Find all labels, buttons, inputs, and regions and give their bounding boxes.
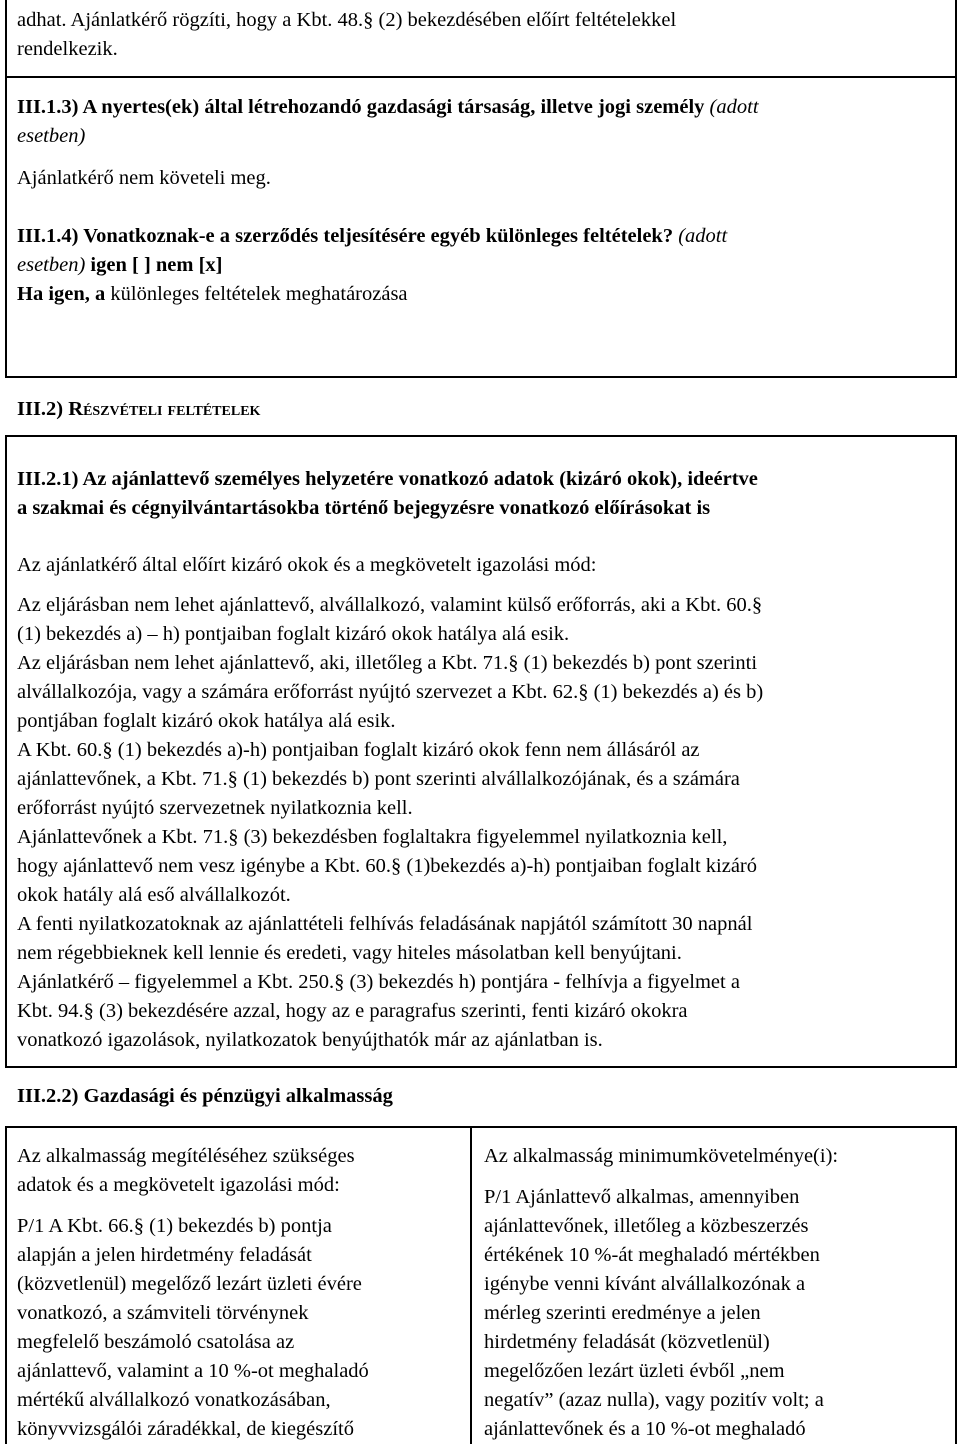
s32-heading: III.2) Részvételi feltételek xyxy=(17,398,261,420)
s321-body-line-8: erőforrást nyújtó szervezetnek nyilatkoznia kell. xyxy=(17,797,413,819)
s314-line3-bold: Ha igen, a xyxy=(17,283,106,305)
intro-line-1: adhat. Ajánlatkérő rögzíti, hogy a Kbt. 48.§ (2) bekezdésében előírt feltételekkel xyxy=(17,9,677,31)
s322-right-line-3: ajánlattevőnek, illetőleg a közbeszerzés xyxy=(484,1215,809,1237)
s321-body-line-7: ajánlattevőnek, a Kbt. 71.§ (1) bekezdés b) pont szerinti alvállalkozójának, és a számára xyxy=(17,768,740,790)
s322-left-header-2: adatok és a megkövetelt igazolási mód: xyxy=(17,1174,340,1196)
s314-heading xyxy=(17,224,727,248)
s322-right-header: Az alkalmasság minimumkövetelménye(i): xyxy=(484,1145,839,1167)
s322-left-line-4: alapján a jelen hirdetmény feladását xyxy=(17,1244,312,1266)
s322-right-line-2: P/1 Ajánlattevő alkalmas, amennyiben xyxy=(484,1186,800,1208)
box2-right-border xyxy=(955,435,957,1068)
box1-right-border xyxy=(955,0,957,378)
table-top-border xyxy=(5,1126,957,1128)
s322-left-line-3: P/1 A Kbt. 66.§ (1) bekezdés b) pontja xyxy=(17,1215,332,1237)
s322-heading: III.2.2) Gazdasági és pénzügyi alkalmasság xyxy=(17,1085,393,1107)
s314-line2-italic: esetben) xyxy=(17,254,86,276)
s322-left-line-9: mértékű alvállalkozó vonatkozásában, xyxy=(17,1389,331,1411)
s322-right-line-7: hirdetmény feladását (közvetlenül) xyxy=(484,1331,770,1353)
s313-heading-bold: III.1.3) A nyertes(ek) által létrehozandó gazdasági társaság, illetve jogi személy xyxy=(17,96,705,118)
s321-body-line-14: Ajánlatkérő – figyelemmel a Kbt. 250.§ (3) bekezdés h) pontjára - felhívja a figyelmet a xyxy=(17,971,740,993)
s322-right-line-6: mérleg szerinti eredménye a jelen xyxy=(484,1302,761,1324)
s313-heading-line2: esetben) xyxy=(17,125,86,147)
s322-left-line-7: megfelelő beszámoló csatolása az xyxy=(17,1331,295,1353)
s314-yes-no-options: igen [ ] nem [x] xyxy=(85,254,223,276)
s322-right-line-10: ajánlattevőnek és a 10 %-ot meghaladó xyxy=(484,1418,806,1440)
table-right-border xyxy=(955,1126,957,1444)
s322-right-line-9: negatív” (azaz nulla), vagy pozitív volt; a xyxy=(484,1389,824,1411)
s314-line3-rest: különleges feltételek meghatározása xyxy=(105,283,408,305)
s321-body-line-16: vonatkozó igazolások, nyilatkozatok benyújthatók már az ajánlatban is. xyxy=(17,1029,603,1051)
table-left-border xyxy=(5,1126,7,1444)
s322-left-line-10: könyvvizsgálói záradékkal, de kiegészítő xyxy=(17,1418,354,1440)
s321-body-line-3: Az eljárásban nem lehet ajánlattevő, aki, illetőleg a Kbt. 71.§ (1) bekezdés b) pont szerinti xyxy=(17,652,758,674)
s322-right-line-4: értékének 10 %-át meghaladó mértékben xyxy=(484,1244,820,1266)
s321-body-line-11: okok hatály alá eső alvállalkozót. xyxy=(17,884,291,906)
box2-left-border xyxy=(5,435,7,1068)
s321-heading-line-1: III.2.1) Az ajánlattevő személyes helyzetére vonatkozó adatok (kizáró okok), ideértve xyxy=(17,468,758,490)
s314-heading-bold: III.1.4) Vonatkoznak-e a szerződés teljesítésére egyéb különleges feltételek? xyxy=(17,225,674,247)
box1-left-border xyxy=(5,0,7,378)
s321-body-line-1: Az eljárásban nem lehet ajánlattevő, alvállalkozó, valamint külső erőforrás, aki a Kbt. 60.§ xyxy=(17,594,763,616)
s322-left-line-6: vonatkozó, a számviteli törvénynek xyxy=(17,1302,309,1324)
divider-after-s32 xyxy=(5,435,957,437)
s322-right-line-8: megelőzően lezárt üzleti évből „nem xyxy=(484,1360,785,1382)
s321-body-line-15: Kbt. 94.§ (3) bekezdésére azzal, hogy az e paragrafus szerinti, fenti kizáró okokra xyxy=(17,1000,688,1022)
s313-heading xyxy=(17,95,759,119)
divider-after-intro xyxy=(5,76,957,78)
s314-heading-italic: (adott xyxy=(673,225,728,247)
s321-subheading: Az ajánlatkérő által előírt kizáró okok és a megkövetelt igazolási mód: xyxy=(17,554,597,576)
s321-body-line-4: alvállalkozója, vagy a számára erőforrást nyújtó szervezet a Kbt. 62.§ (1) bekezdés a) és b) xyxy=(17,681,764,703)
s321-body-line-9: Ajánlattevőnek a Kbt. 71.§ (3) bekezdésben foglaltakra figyelemmel nyilatkoznia kell, xyxy=(17,826,728,848)
s322-left-line-5: (közvetlenül) megelőző lezárt üzleti évére xyxy=(17,1273,362,1295)
s314-line3 xyxy=(17,282,408,306)
s321-body-line-12: A fenti nyilatkozatoknak az ajánlattételi felhívás feladásának napjától számított 30 napnál xyxy=(17,913,753,935)
divider-before-s32 xyxy=(5,376,957,378)
s321-body-line-6: A Kbt. 60.§ (1) bekezdés a)-h) pontjaiban foglalt kizáró okok fenn nem állásáról az xyxy=(17,739,700,761)
intro-line-2: rendelkezik. xyxy=(17,38,118,60)
s321-body-line-10: hogy ajánlattevő nem vesz igénybe a Kbt. 60.§ (1)bekezdés a)-h) pontjaiban foglalt kizáró xyxy=(17,855,758,877)
table-middle-border xyxy=(470,1126,472,1444)
s321-body-line-5: pontjában foglalt kizáró okok hatálya alá esik. xyxy=(17,710,396,732)
s313-answer: Ajánlatkérő nem követeli meg. xyxy=(17,167,271,189)
box2-bottom-border xyxy=(5,1066,957,1068)
s313-heading-italic: (adott xyxy=(704,96,759,118)
s321-body-line-2: (1) bekezdés a) – h) pontjaiban foglalt kizáró okok hatálya alá esik. xyxy=(17,623,570,645)
s321-body-line-13: nem régebbieknek kell lennie és eredeti, vagy hiteles másolatban kell benyújtani. xyxy=(17,942,682,964)
s322-left-header-1: Az alkalmasság megítéléséhez szükséges xyxy=(17,1145,355,1167)
s322-right-line-5: igénybe venni kívánt alvállalkozónak a xyxy=(484,1273,806,1295)
s314-line2 xyxy=(17,253,223,277)
s321-heading-line-2: a szakmai és cégnyilvántartásokba történő bejegyzésre vonatkozó előírásokat is xyxy=(17,497,711,519)
s322-left-line-8: ajánlattevő, valamint a 10 %-ot meghaladó xyxy=(17,1360,369,1382)
